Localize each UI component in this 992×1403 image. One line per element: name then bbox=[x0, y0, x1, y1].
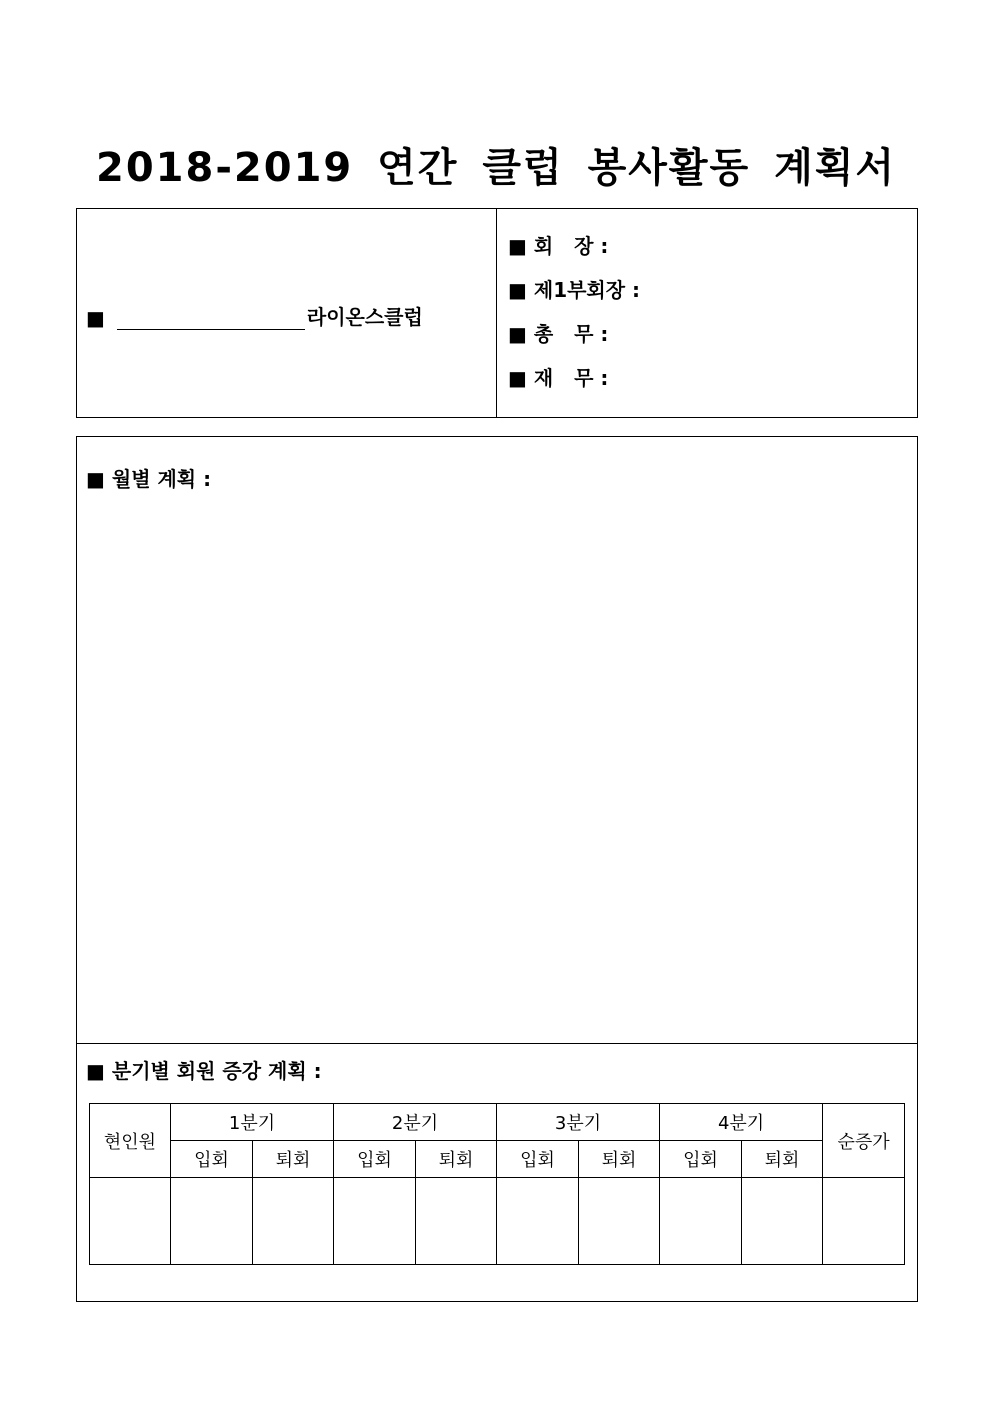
cell-net-increase[interactable] bbox=[823, 1178, 905, 1265]
cell-q1-join[interactable] bbox=[171, 1178, 253, 1265]
monthly-bullet: ■ bbox=[86, 467, 105, 491]
plan-divider bbox=[76, 1043, 918, 1044]
monthly-label-text: 월별 계획 : bbox=[111, 467, 212, 491]
club-bullet: ■ bbox=[86, 306, 105, 330]
officer-treasurer[interactable] bbox=[508, 365, 640, 409]
header-quarter-2: 2분기 bbox=[334, 1104, 497, 1141]
header-net-increase: 순증가 bbox=[823, 1104, 905, 1178]
header-q4-join: 입회 bbox=[660, 1141, 742, 1178]
page-title: 2018-2019 연간 클럽 봉사활동 계획서 bbox=[95, 145, 896, 191]
header-q4-leave: 퇴회 bbox=[742, 1141, 823, 1178]
officer-bullet: ■ bbox=[508, 322, 527, 346]
member-label-text: 분기별 회원 증강 계획 : bbox=[111, 1059, 322, 1083]
member-bullet: ■ bbox=[86, 1059, 105, 1083]
officer-president[interactable] bbox=[508, 233, 640, 277]
club-name-line bbox=[86, 301, 423, 330]
cell-q1-leave[interactable] bbox=[253, 1178, 334, 1265]
officer-label: 총 무 : bbox=[533, 322, 609, 346]
cell-q4-leave[interactable] bbox=[742, 1178, 823, 1265]
header-q3-join: 입회 bbox=[497, 1141, 579, 1178]
club-name-blank[interactable] bbox=[117, 311, 305, 330]
officer-secretary[interactable] bbox=[508, 321, 640, 365]
cell-q4-join[interactable] bbox=[660, 1178, 742, 1265]
officer-label: 회 장 : bbox=[533, 234, 609, 258]
officer-first-vice-president[interactable] bbox=[508, 277, 640, 321]
officer-label: 재 무 : bbox=[533, 366, 609, 390]
officer-bullet: ■ bbox=[508, 278, 527, 302]
cell-q3-leave[interactable] bbox=[579, 1178, 660, 1265]
cell-current-members[interactable] bbox=[90, 1178, 171, 1265]
header-quarter-3: 3분기 bbox=[497, 1104, 660, 1141]
monthly-plan-label[interactable] bbox=[86, 463, 211, 492]
officer-bullet: ■ bbox=[508, 234, 527, 258]
header-q1-join: 입회 bbox=[171, 1141, 253, 1178]
header-current-members: 현인원 bbox=[90, 1104, 171, 1178]
header-q1-leave: 퇴회 bbox=[253, 1141, 334, 1178]
cell-q2-join[interactable] bbox=[334, 1178, 416, 1265]
cell-q3-join[interactable] bbox=[497, 1178, 579, 1265]
header-q2-join: 입회 bbox=[334, 1141, 416, 1178]
header-q3-leave: 퇴회 bbox=[579, 1141, 660, 1178]
member-plan-table bbox=[89, 1103, 905, 1265]
member-plan-label bbox=[86, 1055, 322, 1084]
officer-bullet: ■ bbox=[508, 366, 527, 390]
header-quarter-1: 1분기 bbox=[171, 1104, 334, 1141]
club-info-divider bbox=[496, 208, 497, 418]
club-suffix: 라이온스클럽 bbox=[306, 305, 423, 329]
officer-label: 제1부회장 : bbox=[533, 278, 641, 302]
header-quarter-4: 4분기 bbox=[660, 1104, 823, 1141]
officers-list bbox=[508, 233, 640, 409]
cell-q2-leave[interactable] bbox=[416, 1178, 497, 1265]
header-q2-leave: 퇴회 bbox=[416, 1141, 497, 1178]
